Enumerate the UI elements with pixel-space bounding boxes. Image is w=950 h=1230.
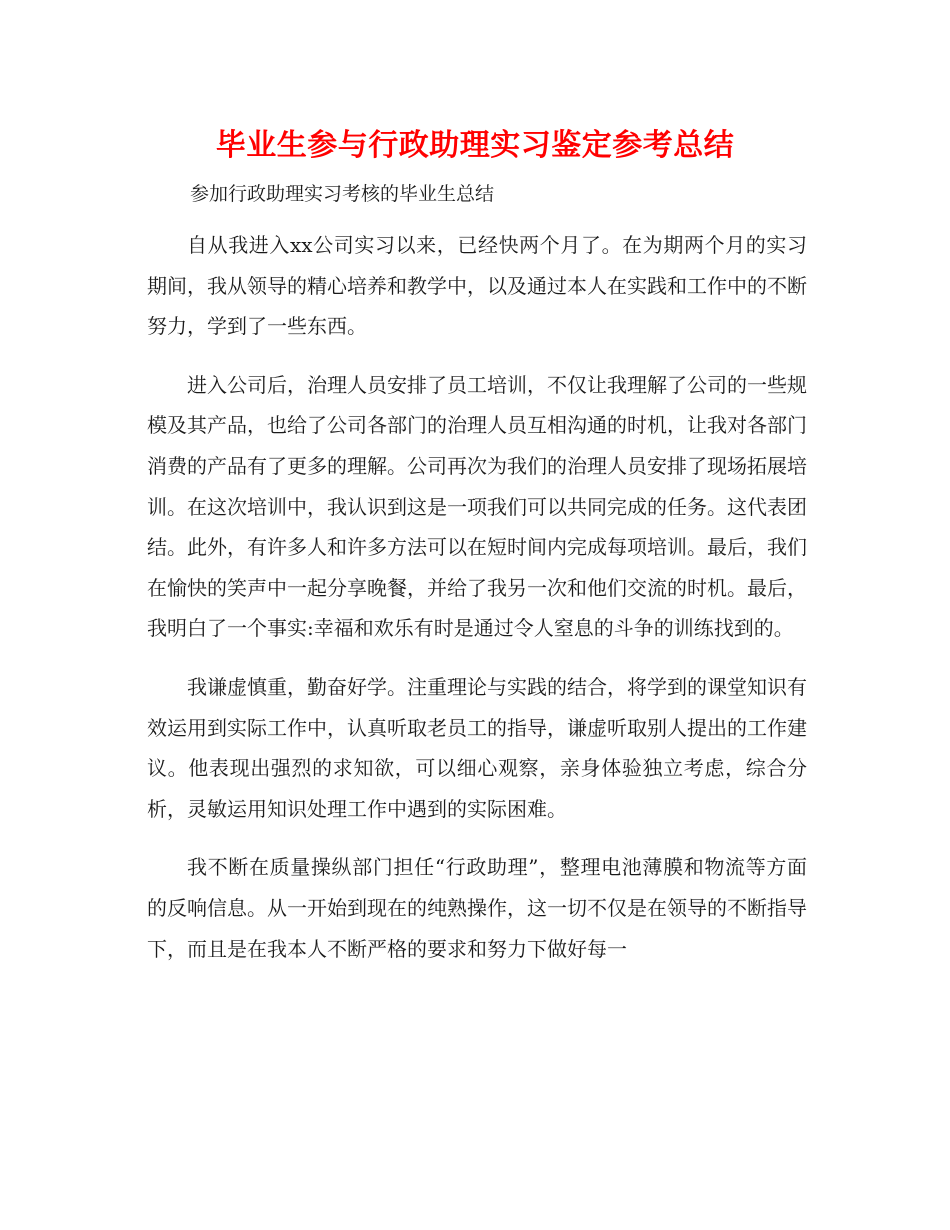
paragraph: 自从我进入xx公司实习以来，已经快两个月了。在为期两个月的实习期间，我从领导的精心培养和教学中，以及通过本人在实践和工作中的不断努力，学到了一些东西。 [147,233,807,339]
document-body [147,225,807,987]
paragraph: 我不断在质量操纵部门担任“行政助理”，整理电池薄膜和物流等方面的反响信息。从一开始到现在的纯熟操作，这一切不仅是在领导的不断指导下，而且是在我本人不断严格的要求和努力下做好每一 [147,855,807,961]
paragraph: 进入公司后，治理人员安排了员工培训，不仅让我理解了公司的一些规模及其产品，也给了公司各部门的治理人员互相沟通的时机，让我对各部门消费的产品有了更多的理解。公司再次为我们的治理人员安排了现场拓展培训。在这次培训中，我认识到这是一项我们可以共同完成的任务。这代表团结。此外，有许多人和许多方法可以在短时间内完成每项培训。最后，我们在愉快的笑声中一起分享晚餐，并给了我另一次和他们交流的时机。最后，我明白了一个事实:幸福和欢乐有时是通过令人窒息的斗争的训练找到的。 [147,372,807,641]
document-subtitle: 参加行政助理实习考核的毕业生总结 [190,183,495,205]
document-title: 毕业生参与行政助理实习鉴定参考总结 [215,128,735,163]
paragraph: 我谦虚慎重，勤奋好学。注重理论与实践的结合，将学到的课堂知识有效运用到实际工作中，认真听取老员工的指导，谦虚听取别人提出的工作建议。他表现出强烈的求知欲，可以细心观察，亲身体验独立考虑，综合分析，灵敏运用知识处理工作中遇到的实际困难。 [147,674,807,821]
